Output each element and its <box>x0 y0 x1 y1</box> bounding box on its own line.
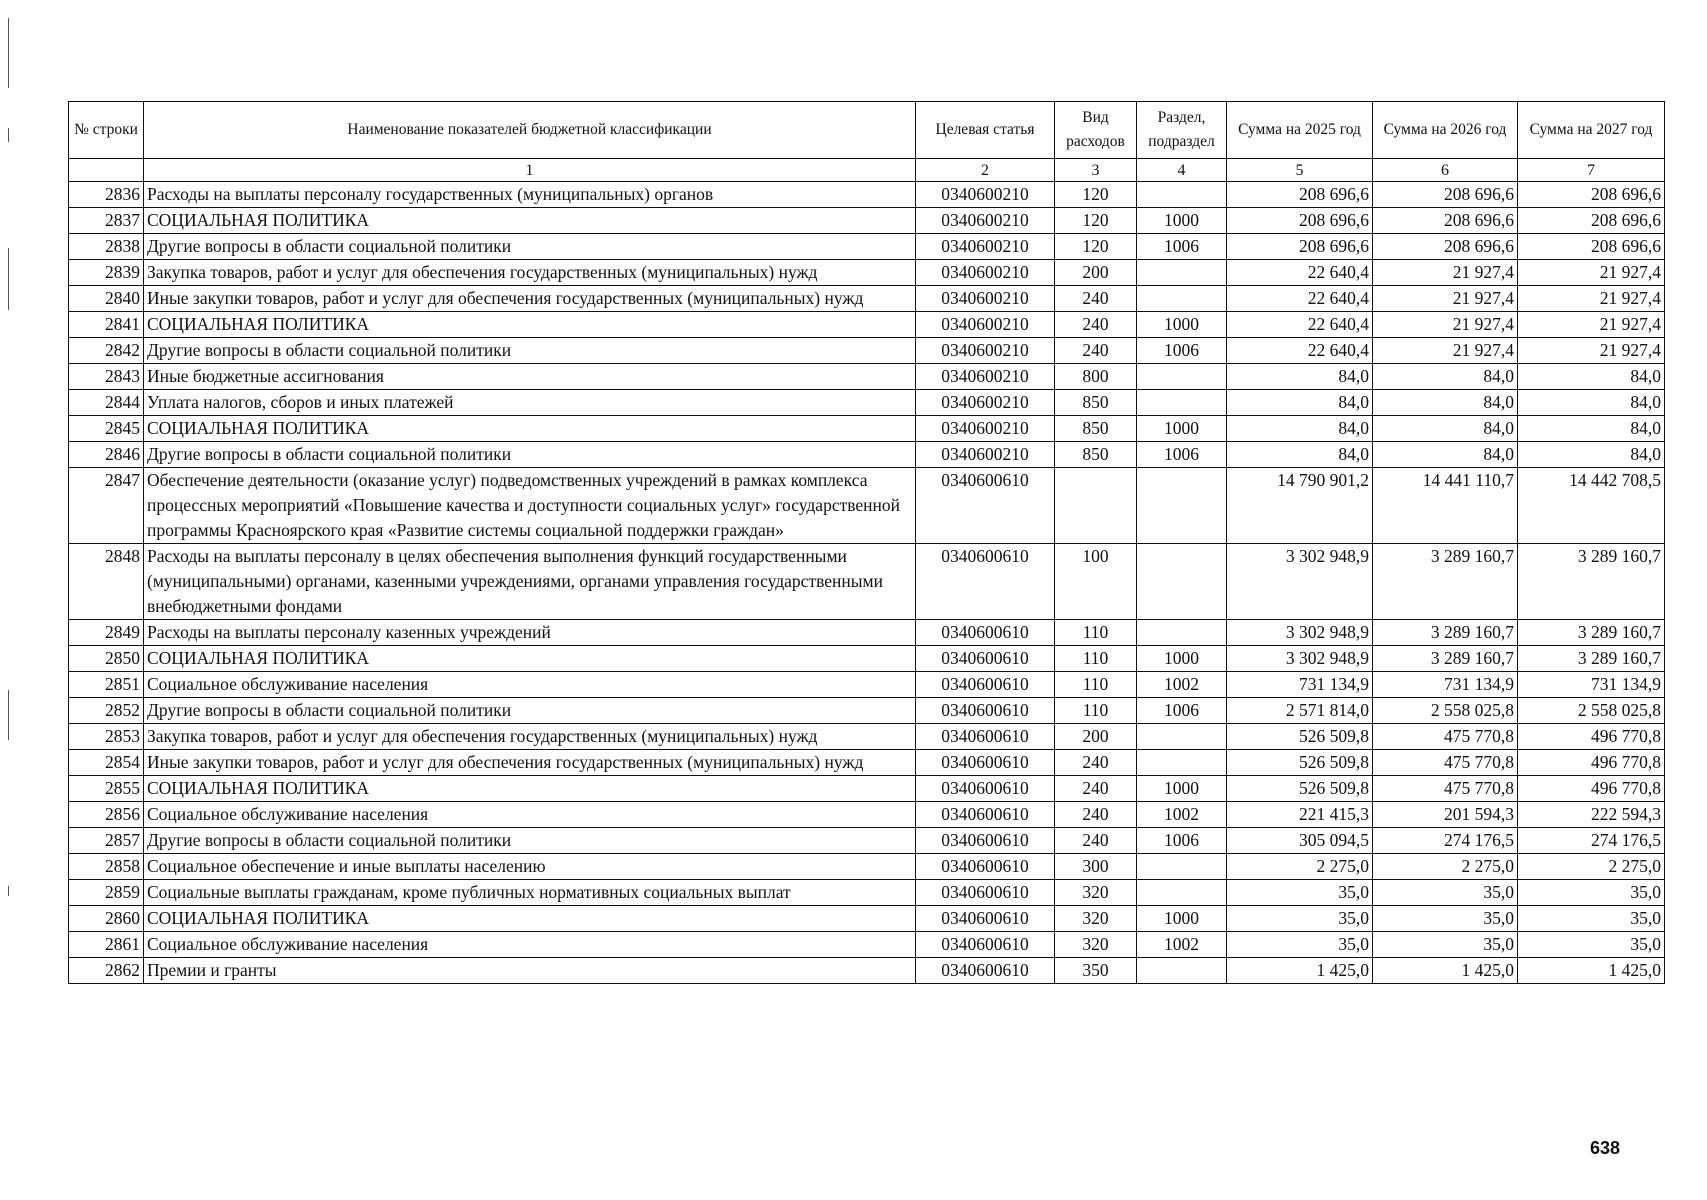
table-row <box>69 906 1665 932</box>
table-row <box>69 802 1665 828</box>
header-section: Раздел, подраздел <box>1137 102 1227 159</box>
amount-2027-cell: 2 558 025,8 <box>1518 698 1665 724</box>
amount-2025-cell: 2 571 814,0 <box>1227 698 1373 724</box>
amount-2027-cell: 35,0 <box>1518 906 1665 932</box>
amount-2025-cell: 526 509,8 <box>1227 750 1373 776</box>
amount-2026-cell: 274 176,5 <box>1373 828 1518 854</box>
indicator-name-cell: СОЦИАЛЬНАЯ ПОЛИТИКА <box>144 416 916 442</box>
amount-2026-cell: 475 770,8 <box>1373 776 1518 802</box>
section-cell <box>1137 286 1227 312</box>
amount-2026-cell: 2 275,0 <box>1373 854 1518 880</box>
target-article-cell: 0340600610 <box>916 854 1055 880</box>
section-cell: 1006 <box>1137 234 1227 260</box>
amount-2027-cell: 35,0 <box>1518 880 1665 906</box>
amount-2026-cell: 35,0 <box>1373 906 1518 932</box>
expense-kind-cell <box>1055 468 1137 544</box>
amount-2025-cell: 35,0 <box>1227 932 1373 958</box>
amount-2025-cell: 84,0 <box>1227 416 1373 442</box>
table-row <box>69 932 1665 958</box>
table-row <box>69 312 1665 338</box>
expense-kind-cell: 120 <box>1055 234 1137 260</box>
table-row <box>69 286 1665 312</box>
amount-2027-cell: 84,0 <box>1518 390 1665 416</box>
target-article-cell: 0340600210 <box>916 364 1055 390</box>
section-cell: 1000 <box>1137 776 1227 802</box>
scan-edge-mark <box>8 886 9 896</box>
expense-kind-cell: 120 <box>1055 182 1137 208</box>
indicator-name-cell: Премии и гранты <box>144 958 916 984</box>
table-row <box>69 750 1665 776</box>
target-article-cell: 0340600610 <box>916 776 1055 802</box>
row-number-cell: 2839 <box>69 260 144 286</box>
column-number: 7 <box>1518 159 1665 182</box>
section-cell: 1006 <box>1137 442 1227 468</box>
amount-2025-cell: 22 640,4 <box>1227 260 1373 286</box>
section-cell: 1002 <box>1137 932 1227 958</box>
amount-2027-cell: 222 594,3 <box>1518 802 1665 828</box>
expense-kind-cell: 850 <box>1055 390 1137 416</box>
row-number-cell: 2841 <box>69 312 144 338</box>
row-number-cell: 2850 <box>69 646 144 672</box>
table-row <box>69 880 1665 906</box>
indicator-name-cell: Другие вопросы в области социальной политики <box>144 234 916 260</box>
header-sum-2026: Сумма на 2026 год <box>1373 102 1518 159</box>
indicator-name-cell: Закупка товаров, работ и услуг для обеспечения государственных (муниципальных) нужд <box>144 260 916 286</box>
table-row <box>69 364 1665 390</box>
row-number-cell: 2847 <box>69 468 144 544</box>
expense-kind-cell: 240 <box>1055 828 1137 854</box>
target-article-cell: 0340600610 <box>916 750 1055 776</box>
amount-2027-cell: 84,0 <box>1518 364 1665 390</box>
row-number-cell: 2844 <box>69 390 144 416</box>
amount-2026-cell: 1 425,0 <box>1373 958 1518 984</box>
table-row <box>69 390 1665 416</box>
table-row <box>69 698 1665 724</box>
section-cell <box>1137 724 1227 750</box>
amount-2027-cell: 2 275,0 <box>1518 854 1665 880</box>
amount-2025-cell: 1 425,0 <box>1227 958 1373 984</box>
expense-kind-cell: 850 <box>1055 416 1137 442</box>
target-article-cell: 0340600610 <box>916 698 1055 724</box>
indicator-name-cell: Другие вопросы в области социальной политики <box>144 828 916 854</box>
table-row <box>69 620 1665 646</box>
amount-2026-cell: 21 927,4 <box>1373 260 1518 286</box>
row-number-cell: 2855 <box>69 776 144 802</box>
table-row <box>69 416 1665 442</box>
amount-2027-cell: 3 289 160,7 <box>1518 620 1665 646</box>
indicator-name-cell: Уплата налогов, сборов и иных платежей <box>144 390 916 416</box>
target-article-cell: 0340600210 <box>916 234 1055 260</box>
header-name: Наименование показателей бюджетной классификации <box>144 102 916 159</box>
table-body <box>69 182 1665 984</box>
table-row <box>69 776 1665 802</box>
amount-2025-cell: 22 640,4 <box>1227 286 1373 312</box>
expense-kind-cell: 240 <box>1055 802 1137 828</box>
amount-2026-cell: 3 289 160,7 <box>1373 620 1518 646</box>
amount-2026-cell: 201 594,3 <box>1373 802 1518 828</box>
header-expense-kind: Вид расходов <box>1055 102 1137 159</box>
target-article-cell: 0340600610 <box>916 724 1055 750</box>
column-number: 3 <box>1055 159 1137 182</box>
expense-kind-cell: 320 <box>1055 932 1137 958</box>
amount-2025-cell: 84,0 <box>1227 390 1373 416</box>
amount-2025-cell: 731 134,9 <box>1227 672 1373 698</box>
table-row <box>69 208 1665 234</box>
table-row <box>69 468 1665 544</box>
amount-2027-cell: 496 770,8 <box>1518 776 1665 802</box>
expense-kind-cell: 240 <box>1055 776 1137 802</box>
row-number-cell: 2859 <box>69 880 144 906</box>
indicator-name-cell: Обеспечение деятельности (оказание услуг) подведомственных учреждений в рамках комплекса процессных мероприятий «Повышение качества и доступности социальных услуг» государственной программы Красноярского края «Развитие системы социальной поддержки граждан» <box>144 468 916 544</box>
indicator-name-cell: Социальные выплаты гражданам, кроме публичных нормативных социальных выплат <box>144 880 916 906</box>
section-cell <box>1137 958 1227 984</box>
expense-kind-cell: 200 <box>1055 724 1137 750</box>
expense-kind-cell: 240 <box>1055 750 1137 776</box>
indicator-name-cell: Социальное обслуживание населения <box>144 932 916 958</box>
row-number-cell: 2836 <box>69 182 144 208</box>
amount-2025-cell: 2 275,0 <box>1227 854 1373 880</box>
amount-2025-cell: 526 509,8 <box>1227 776 1373 802</box>
amount-2026-cell: 208 696,6 <box>1373 182 1518 208</box>
target-article-cell: 0340600210 <box>916 338 1055 364</box>
expense-kind-cell: 120 <box>1055 208 1137 234</box>
row-number-cell: 2849 <box>69 620 144 646</box>
amount-2026-cell: 35,0 <box>1373 932 1518 958</box>
expense-kind-cell: 800 <box>1055 364 1137 390</box>
table-row <box>69 442 1665 468</box>
amount-2026-cell: 21 927,4 <box>1373 312 1518 338</box>
table-row <box>69 182 1665 208</box>
amount-2027-cell: 3 289 160,7 <box>1518 646 1665 672</box>
amount-2025-cell: 208 696,6 <box>1227 234 1373 260</box>
row-number-cell: 2857 <box>69 828 144 854</box>
section-cell: 1000 <box>1137 906 1227 932</box>
amount-2027-cell: 1 425,0 <box>1518 958 1665 984</box>
column-number: 1 <box>144 159 916 182</box>
row-number-cell: 2845 <box>69 416 144 442</box>
section-cell: 1002 <box>1137 672 1227 698</box>
column-number-row <box>69 159 1665 182</box>
target-article-cell: 0340600210 <box>916 260 1055 286</box>
section-cell <box>1137 364 1227 390</box>
amount-2026-cell: 475 770,8 <box>1373 724 1518 750</box>
table-row <box>69 646 1665 672</box>
amount-2027-cell: 731 134,9 <box>1518 672 1665 698</box>
amount-2026-cell: 35,0 <box>1373 880 1518 906</box>
row-number-cell: 2861 <box>69 932 144 958</box>
expense-kind-cell: 110 <box>1055 698 1137 724</box>
indicator-name-cell: СОЦИАЛЬНАЯ ПОЛИТИКА <box>144 646 916 672</box>
section-cell <box>1137 390 1227 416</box>
row-number-cell: 2842 <box>69 338 144 364</box>
amount-2026-cell: 84,0 <box>1373 416 1518 442</box>
amount-2026-cell: 14 441 110,7 <box>1373 468 1518 544</box>
section-cell: 1002 <box>1137 802 1227 828</box>
amount-2025-cell: 3 302 948,9 <box>1227 620 1373 646</box>
column-number: 2 <box>916 159 1055 182</box>
indicator-name-cell: СОЦИАЛЬНАЯ ПОЛИТИКА <box>144 906 916 932</box>
table-row <box>69 260 1665 286</box>
row-number-cell: 2843 <box>69 364 144 390</box>
amount-2027-cell: 21 927,4 <box>1518 260 1665 286</box>
indicator-name-cell: Другие вопросы в области социальной политики <box>144 698 916 724</box>
amount-2027-cell: 496 770,8 <box>1518 750 1665 776</box>
amount-2027-cell: 84,0 <box>1518 416 1665 442</box>
section-cell <box>1137 468 1227 544</box>
target-article-cell: 0340600210 <box>916 286 1055 312</box>
expense-kind-cell: 240 <box>1055 338 1137 364</box>
budget-table <box>68 101 1665 984</box>
column-number: 4 <box>1137 159 1227 182</box>
target-article-cell: 0340600610 <box>916 468 1055 544</box>
amount-2026-cell: 3 289 160,7 <box>1373 646 1518 672</box>
amount-2027-cell: 3 289 160,7 <box>1518 544 1665 620</box>
target-article-cell: 0340600610 <box>916 672 1055 698</box>
section-cell <box>1137 620 1227 646</box>
table-row <box>69 854 1665 880</box>
section-cell: 1000 <box>1137 416 1227 442</box>
target-article-cell: 0340600610 <box>916 880 1055 906</box>
row-number-cell: 2838 <box>69 234 144 260</box>
amount-2026-cell: 731 134,9 <box>1373 672 1518 698</box>
amount-2027-cell: 496 770,8 <box>1518 724 1665 750</box>
section-cell: 1006 <box>1137 698 1227 724</box>
row-number-cell: 2862 <box>69 958 144 984</box>
scan-edge-mark <box>8 690 9 740</box>
table-row <box>69 958 1665 984</box>
amount-2025-cell: 305 094,5 <box>1227 828 1373 854</box>
column-number <box>69 159 144 182</box>
amount-2025-cell: 84,0 <box>1227 442 1373 468</box>
column-number: 6 <box>1373 159 1518 182</box>
row-number-cell: 2848 <box>69 544 144 620</box>
row-number-cell: 2856 <box>69 802 144 828</box>
table-row <box>69 544 1665 620</box>
indicator-name-cell: Расходы на выплаты персоналу государственных (муниципальных) органов <box>144 182 916 208</box>
table-row <box>69 828 1665 854</box>
expense-kind-cell: 200 <box>1055 260 1137 286</box>
indicator-name-cell: Социальное обслуживание населения <box>144 672 916 698</box>
row-number-cell: 2846 <box>69 442 144 468</box>
expense-kind-cell: 320 <box>1055 906 1137 932</box>
amount-2027-cell: 84,0 <box>1518 442 1665 468</box>
target-article-cell: 0340600210 <box>916 312 1055 338</box>
expense-kind-cell: 240 <box>1055 286 1137 312</box>
header-row <box>69 102 1665 159</box>
amount-2025-cell: 526 509,8 <box>1227 724 1373 750</box>
page-number: 638 <box>1590 1138 1621 1158</box>
amount-2025-cell: 35,0 <box>1227 906 1373 932</box>
table-row <box>69 672 1665 698</box>
expense-kind-cell: 110 <box>1055 646 1137 672</box>
target-article-cell: 0340600610 <box>916 544 1055 620</box>
target-article-cell: 0340600210 <box>916 442 1055 468</box>
row-number-cell: 2852 <box>69 698 144 724</box>
amount-2026-cell: 3 289 160,7 <box>1373 544 1518 620</box>
amount-2026-cell: 84,0 <box>1373 364 1518 390</box>
amount-2025-cell: 221 415,3 <box>1227 802 1373 828</box>
target-article-cell: 0340600610 <box>916 906 1055 932</box>
amount-2025-cell: 14 790 901,2 <box>1227 468 1373 544</box>
amount-2027-cell: 21 927,4 <box>1518 312 1665 338</box>
expense-kind-cell: 100 <box>1055 544 1137 620</box>
row-number-cell: 2854 <box>69 750 144 776</box>
amount-2025-cell: 3 302 948,9 <box>1227 646 1373 672</box>
target-article-cell: 0340600610 <box>916 802 1055 828</box>
amount-2026-cell: 475 770,8 <box>1373 750 1518 776</box>
row-number-cell: 2853 <box>69 724 144 750</box>
amount-2026-cell: 84,0 <box>1373 442 1518 468</box>
amount-2025-cell: 22 640,4 <box>1227 338 1373 364</box>
amount-2026-cell: 208 696,6 <box>1373 208 1518 234</box>
amount-2026-cell: 2 558 025,8 <box>1373 698 1518 724</box>
indicator-name-cell: СОЦИАЛЬНАЯ ПОЛИТИКА <box>144 208 916 234</box>
header-target-article: Целевая статья <box>916 102 1055 159</box>
amount-2025-cell: 208 696,6 <box>1227 182 1373 208</box>
section-cell <box>1137 854 1227 880</box>
expense-kind-cell: 850 <box>1055 442 1137 468</box>
row-number-cell: 2840 <box>69 286 144 312</box>
section-cell <box>1137 544 1227 620</box>
indicator-name-cell: Другие вопросы в области социальной политики <box>144 442 916 468</box>
amount-2026-cell: 21 927,4 <box>1373 286 1518 312</box>
amount-2027-cell: 21 927,4 <box>1518 286 1665 312</box>
section-cell: 1006 <box>1137 828 1227 854</box>
target-article-cell: 0340600610 <box>916 646 1055 672</box>
indicator-name-cell: Социальное обслуживание населения <box>144 802 916 828</box>
column-number: 5 <box>1227 159 1373 182</box>
section-cell: 1000 <box>1137 208 1227 234</box>
row-number-cell: 2837 <box>69 208 144 234</box>
indicator-name-cell: Расходы на выплаты персоналу в целях обеспечения выполнения функций государственными (муниципальными) органами, казенными учреждениями, органами управления государственными внебюджетными фондами <box>144 544 916 620</box>
indicator-name-cell: Иные закупки товаров, работ и услуг для обеспечения государственных (муниципальных) нужд <box>144 750 916 776</box>
amount-2025-cell: 35,0 <box>1227 880 1373 906</box>
amount-2026-cell: 208 696,6 <box>1373 234 1518 260</box>
amount-2027-cell: 208 696,6 <box>1518 182 1665 208</box>
indicator-name-cell: СОЦИАЛЬНАЯ ПОЛИТИКА <box>144 312 916 338</box>
amount-2025-cell: 3 302 948,9 <box>1227 544 1373 620</box>
amount-2027-cell: 208 696,6 <box>1518 234 1665 260</box>
section-cell <box>1137 880 1227 906</box>
scan-edge-mark <box>8 128 9 142</box>
header-sum-2025: Сумма на 2025 год <box>1227 102 1373 159</box>
scan-edge-mark <box>8 248 9 310</box>
indicator-name-cell: Социальное обеспечение и иные выплаты населению <box>144 854 916 880</box>
scan-edge-mark <box>8 18 9 88</box>
amount-2025-cell: 208 696,6 <box>1227 208 1373 234</box>
expense-kind-cell: 320 <box>1055 880 1137 906</box>
target-article-cell: 0340600610 <box>916 958 1055 984</box>
amount-2026-cell: 21 927,4 <box>1373 338 1518 364</box>
target-article-cell: 0340600610 <box>916 828 1055 854</box>
amount-2025-cell: 84,0 <box>1227 364 1373 390</box>
target-article-cell: 0340600610 <box>916 932 1055 958</box>
expense-kind-cell: 110 <box>1055 672 1137 698</box>
table-row <box>69 724 1665 750</box>
target-article-cell: 0340600610 <box>916 620 1055 646</box>
target-article-cell: 0340600210 <box>916 208 1055 234</box>
indicator-name-cell: Иные закупки товаров, работ и услуг для обеспечения государственных (муниципальных) нужд <box>144 286 916 312</box>
header-row-number: № строки <box>69 102 144 159</box>
section-cell <box>1137 750 1227 776</box>
expense-kind-cell: 110 <box>1055 620 1137 646</box>
table-row <box>69 234 1665 260</box>
section-cell: 1000 <box>1137 312 1227 338</box>
amount-2026-cell: 84,0 <box>1373 390 1518 416</box>
amount-2025-cell: 22 640,4 <box>1227 312 1373 338</box>
amount-2027-cell: 21 927,4 <box>1518 338 1665 364</box>
target-article-cell: 0340600210 <box>916 416 1055 442</box>
amount-2027-cell: 14 442 708,5 <box>1518 468 1665 544</box>
target-article-cell: 0340600210 <box>916 182 1055 208</box>
amount-2027-cell: 274 176,5 <box>1518 828 1665 854</box>
expense-kind-cell: 240 <box>1055 312 1137 338</box>
row-number-cell: 2860 <box>69 906 144 932</box>
row-number-cell: 2858 <box>69 854 144 880</box>
target-article-cell: 0340600210 <box>916 390 1055 416</box>
indicator-name-cell: Расходы на выплаты персоналу казенных учреждений <box>144 620 916 646</box>
amount-2027-cell: 35,0 <box>1518 932 1665 958</box>
indicator-name-cell: Другие вопросы в области социальной политики <box>144 338 916 364</box>
section-cell <box>1137 260 1227 286</box>
table-row <box>69 338 1665 364</box>
amount-2027-cell: 208 696,6 <box>1518 208 1665 234</box>
indicator-name-cell: Иные бюджетные ассигнования <box>144 364 916 390</box>
header-sum-2027: Сумма на 2027 год <box>1518 102 1665 159</box>
row-number-cell: 2851 <box>69 672 144 698</box>
expense-kind-cell: 300 <box>1055 854 1137 880</box>
expense-kind-cell: 350 <box>1055 958 1137 984</box>
section-cell: 1006 <box>1137 338 1227 364</box>
indicator-name-cell: Закупка товаров, работ и услуг для обеспечения государственных (муниципальных) нужд <box>144 724 916 750</box>
section-cell: 1000 <box>1137 646 1227 672</box>
indicator-name-cell: СОЦИАЛЬНАЯ ПОЛИТИКА <box>144 776 916 802</box>
section-cell <box>1137 182 1227 208</box>
